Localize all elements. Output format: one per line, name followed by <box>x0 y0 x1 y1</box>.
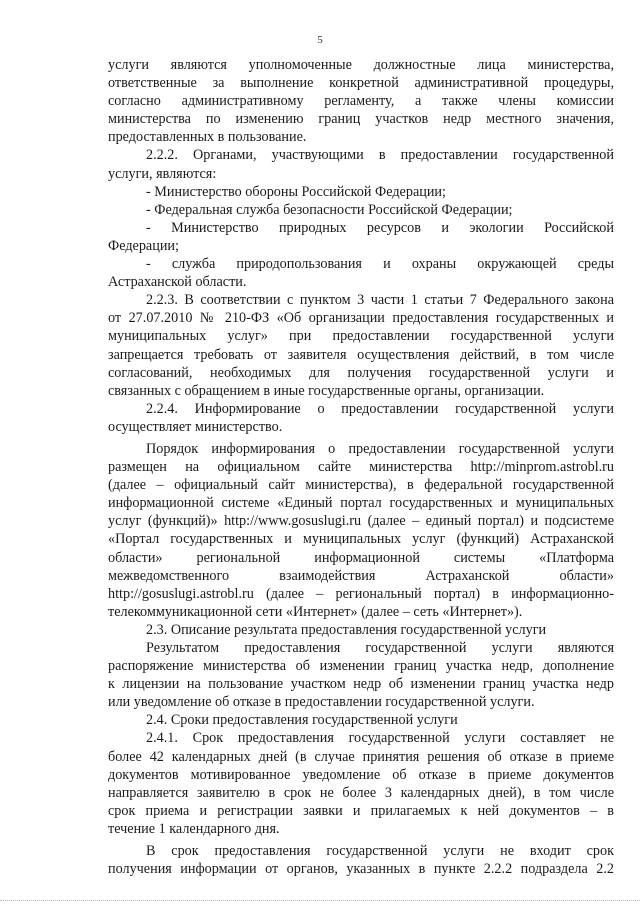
paragraph-2-2-4: 2.2.4. Информирование о предоставлении государственной услуги <box>146 400 614 417</box>
text-line: информационной системе «Единый портал государственных и муниципальных <box>108 495 614 512</box>
text-line: или уведомление об отказе в предоставлении государственной услуги. <box>108 694 535 711</box>
text-line: услуги являются уполномоченные должностные лица министерства, <box>108 57 614 73</box>
text-line: к лицензии на пользование участком недр об изменении границ участка недр <box>108 676 614 693</box>
text-line: документов мотивированное уведомление об отказе в приеме документов <box>108 766 614 783</box>
text-line: межведомственного взаимодействия Астраханской области» <box>108 567 614 584</box>
text-line: услуги, являются: <box>108 165 217 182</box>
paragraph-informing: Порядок информирования о предоставлении государственной услуги <box>146 440 614 457</box>
paragraph-2-2-3: 2.2.3. В соответствии с пунктом 3 части 1 статьи 7 Федерального закона <box>146 292 614 309</box>
list-item: - служба природопользования и охраны окружающей среды <box>146 256 614 273</box>
text-line: связанных с обращением в иные государственные органы, организации. <box>108 382 545 399</box>
text-line: услуг (функций)» http://www.gosuslugi.ru (далее – единый портал) и подсистеме <box>108 513 614 530</box>
list-item: - Министерство природных ресурсов и экологии Российской <box>146 219 614 236</box>
text-line: муниципальных услуг» при предоставлении государственной услуги <box>108 328 614 345</box>
list-item: - Министерство обороны Российской Федерации; <box>146 183 446 200</box>
text-line: (далее – официальный сайт министерства), в федеральной государственной <box>108 477 614 494</box>
text-line: Астраханской области. <box>108 274 247 291</box>
text-line: http://gosuslugi.astrobl.ru (далее – региональный портал) в информационно- <box>108 585 614 602</box>
text-line: осуществляет министерство. <box>108 418 283 435</box>
text-line: течение 1 календарного дня. <box>108 820 280 837</box>
text-line: ответственные за выполнение конкретной административной процедуры, <box>108 75 614 92</box>
text-line: предоставленных в пользование. <box>108 129 307 146</box>
text-line: министерства по изменению границ участков недр местного значения, <box>108 111 614 128</box>
text-line: согласований, необходимых для получения государственной услуги и <box>108 364 614 381</box>
scan-edge-divider <box>0 899 640 901</box>
text-line: получения информации от органов, указанных в пункте 2.2.2 подраздела 2.2 <box>108 861 614 878</box>
text-line: более 42 календарных дней (в случае принятия решения об отказе в приеме <box>108 748 614 765</box>
text-line: от 27.07.2010 № 210-ФЗ «Об организации предоставления государственных и <box>108 310 614 327</box>
paragraph-2-4-1: 2.4.1. Срок предоставления государственной услуги составляет не <box>146 730 614 747</box>
text-line: «Портал государственных и муниципальных услуг (функций) Астраханской <box>108 531 614 548</box>
text-line: распоряжение министерства об изменении границ участка недр, дополнение <box>108 658 614 675</box>
text-line: Федерации; <box>108 237 179 254</box>
text-line: размещен на официальном сайте министерства http://minprom.astrobl.ru <box>108 459 614 476</box>
text-line: телекоммуникационной сети «Интернет» (далее – сеть «Интернет»). <box>108 603 523 620</box>
text-line: области» региональной информационной системы «Платформа <box>108 549 614 566</box>
paragraph-2-2-2: 2.2.2. Органами, участвующими в предоставлении государственной <box>146 147 614 164</box>
paragraph-term: В срок предоставления государственной услуги не входит срок <box>146 843 614 860</box>
text-line: согласно административному регламенту, а также члены комиссии <box>108 93 614 110</box>
text-line: срок приема и регистрации заявки и прилагаемых к ней документов – в <box>108 802 614 819</box>
list-item: - Федеральная служба безопасности Российской Федерации; <box>146 201 513 218</box>
text-line: направляется заявителю в срок не более 3 календарных дней), в том числе <box>108 784 614 801</box>
text-line: запрещается требовать от заявителя осуществления действий, в том числе <box>108 346 614 363</box>
section-heading-2-4: 2.4. Сроки предоставления государственной услуги <box>146 712 458 729</box>
section-heading-2-3: 2.3. Описание результата предоставления государственной услуги <box>146 621 547 638</box>
page-number: 5 <box>317 34 323 46</box>
paragraph-result: Результатом предоставления государственной услуги являются <box>146 640 614 656</box>
document-text <box>108 56 614 878</box>
